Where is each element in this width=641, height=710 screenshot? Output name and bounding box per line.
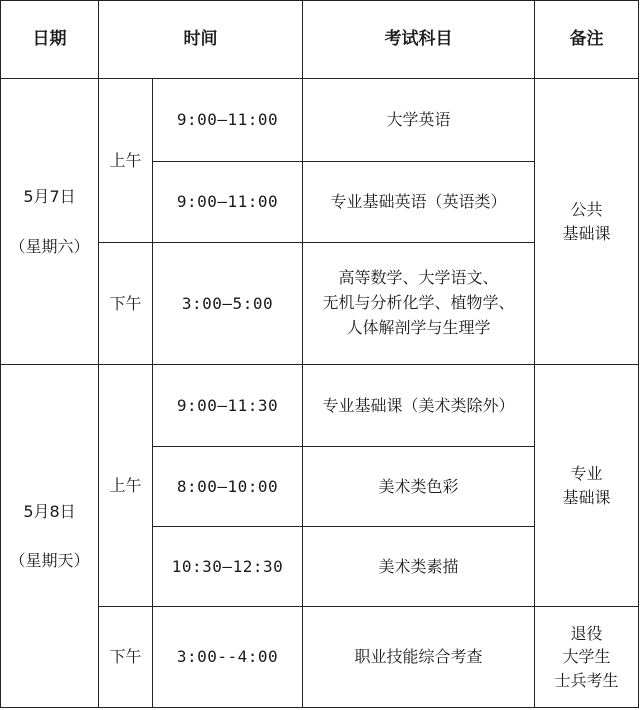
note-line: 基础课	[562, 487, 611, 507]
time-cell: 9:00—11:30	[153, 365, 303, 447]
date-cell-day2	[1, 365, 99, 708]
note-line: 士兵考生	[554, 670, 619, 690]
table-row	[1, 365, 639, 447]
note-line: 退役	[570, 624, 603, 644]
subject-cell: 大学英语	[303, 79, 535, 162]
header-date: 日期	[1, 1, 99, 79]
note-line: 大学生	[562, 647, 611, 667]
date-label: 5月7日	[23, 187, 76, 207]
header-subject: 考试科目	[303, 1, 535, 79]
subject-cell: 美术类素描	[303, 527, 535, 607]
subject-cell: 专业基础课（美术类除外）	[303, 365, 535, 447]
time-cell: 9:00—11:00	[153, 162, 303, 243]
table-row	[1, 79, 639, 162]
date-label: 5月8日	[23, 501, 76, 521]
time-cell: 10:30—12:30	[153, 527, 303, 607]
time-cell: 3:00--4:00	[153, 607, 303, 708]
subject-cell: 专业基础英语（英语类）	[303, 162, 535, 243]
subject-line: 高等数学、大学语文、	[338, 268, 499, 288]
weekday-label: （星期六）	[9, 236, 90, 256]
subject-cell: 职业技能综合考查	[303, 607, 535, 708]
note-line: 基础课	[562, 223, 611, 243]
note-cell-public-basic	[535, 79, 639, 365]
note-cell-veteran-students	[535, 607, 639, 708]
header-row	[1, 1, 639, 79]
header-note: 备注	[535, 1, 639, 79]
subject-cell: 美术类色彩	[303, 447, 535, 527]
note-line: 专业	[570, 464, 603, 484]
time-cell: 3:00—5:00	[153, 243, 303, 365]
note-line: 公共	[570, 200, 603, 220]
subject-line: 无机与分析化学、植物学、	[322, 293, 515, 313]
period-morning: 上午	[99, 79, 153, 243]
period-afternoon: 下午	[99, 607, 153, 708]
header-time: 时间	[99, 1, 303, 79]
date-cell-day1	[1, 79, 99, 365]
weekday-label: （星期天）	[9, 551, 90, 570]
time-cell: 9:00—11:00	[153, 79, 303, 162]
period-afternoon: 下午	[99, 243, 153, 365]
subject-cell	[303, 243, 535, 365]
subject-line: 人体解剖学与生理学	[346, 317, 491, 337]
time-cell: 8:00—10:00	[153, 447, 303, 527]
period-morning: 上午	[99, 365, 153, 607]
note-cell-professional-basic	[535, 365, 639, 607]
